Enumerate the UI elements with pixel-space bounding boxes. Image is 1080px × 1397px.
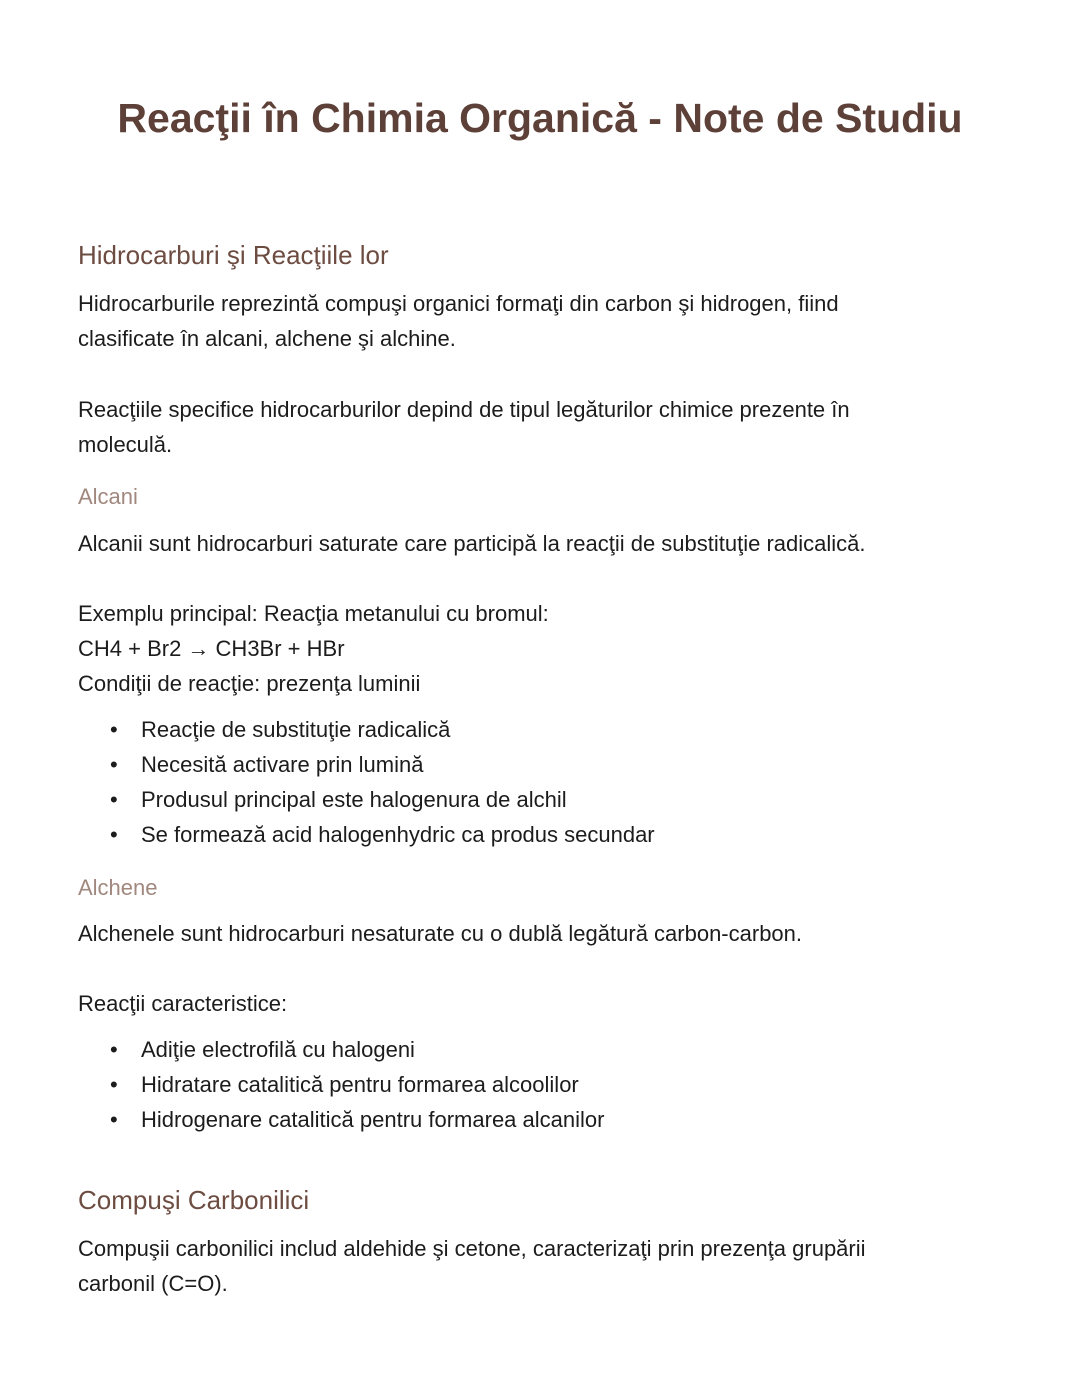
alkanes-reaction-conditions: Condiţii de reacţie: prezenţa luminii — [78, 671, 421, 696]
alkanes-reaction-equation: CH4 + Br2 → CH3Br + HBr — [78, 636, 345, 661]
alkanes-bullet-list — [78, 712, 1002, 852]
alkenes-reactions-label: Reacţii caracteristice: — [78, 991, 288, 1016]
hydrocarbons-intro-paragraph — [78, 286, 1002, 356]
alkenes-paragraph: Alchenele sunt hidrocarburi nesaturate cu o dublă legătură carbon-carbon. — [78, 921, 803, 946]
alkanes-example-block — [78, 596, 1002, 701]
carbonyl-paragraph — [78, 1231, 1002, 1301]
page-title: Reacţii în Chimia Organică - Note de Studiu — [117, 95, 963, 141]
subsection-heading-alkanes: Alcani — [78, 484, 138, 509]
subsection-heading-alkenes: Alchene — [78, 875, 158, 900]
section-heading-carbonyl: Compuşi Carbonilici — [78, 1185, 310, 1215]
alkanes-example-title: Exemplu principal: Reacţia metanului cu bromul: — [78, 601, 549, 626]
hydrocarbons-reactions-paragraph — [78, 392, 1002, 462]
list-item: • Hidrogenare catalitică pentru formarea alcanilor — [78, 1102, 1002, 1137]
alkanes-paragraph: Alcanii sunt hidrocarburi saturate care participă la reacţii de substituţie radicalică. — [78, 531, 866, 556]
list-item: • Necesită activare prin lumină — [78, 747, 1002, 782]
hydrocarbons-reactions-line-2: moleculă. — [78, 432, 173, 457]
carbonyl-paragraph-line-1: Compuşii carbonilici includ aldehide şi cetone, caracterizaţi prin prezenţa grupării — [78, 1236, 866, 1261]
list-item: • Se formează acid halogenhydric ca produs secundar — [78, 817, 1002, 852]
hydrocarbons-intro-line-2: clasificate în alcani, alchene şi alchine. — [78, 326, 456, 351]
list-item: • Adiţie electrofilă cu halogeni — [78, 1032, 1002, 1067]
section-heading-hydrocarbons: Hidrocarburi şi Reacţiile lor — [78, 240, 389, 270]
list-item: • Hidratare catalitică pentru formarea alcoolilor — [78, 1067, 1002, 1102]
hydrocarbons-reactions-line-1: Reacţiile specifice hidrocarburilor depind de tipul legăturilor chimice prezente în — [78, 397, 850, 422]
list-item: • Reacţie de substituţie radicalică — [78, 712, 1002, 747]
alkenes-bullet-list — [78, 1032, 1002, 1137]
carbonyl-paragraph-line-2: carbonil (C=O). — [78, 1271, 228, 1296]
hydrocarbons-intro-line-1: Hidrocarburile reprezintă compuşi organici formaţi din carbon şi hidrogen, fiind — [78, 291, 839, 316]
list-item: • Produsul principal este halogenura de alchil — [78, 782, 1002, 817]
